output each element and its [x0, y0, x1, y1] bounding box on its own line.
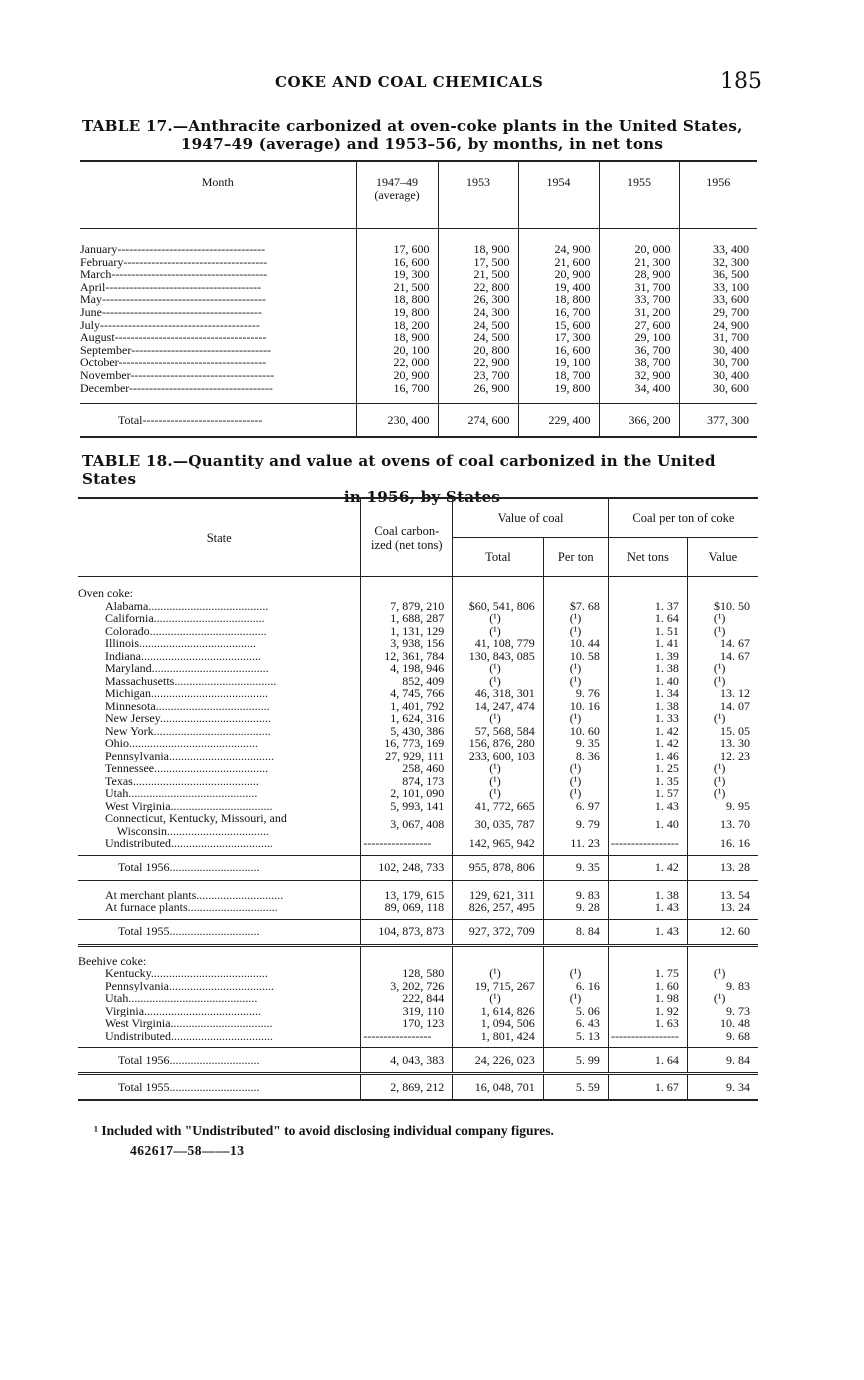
cell-value: 15. 05	[687, 725, 758, 738]
cell-net-tons: 1. 42	[608, 725, 687, 738]
beehive-state-row	[78, 1017, 758, 1030]
col-header-value-of-coal: Value of coal	[453, 498, 609, 538]
table17-month-rows	[80, 229, 757, 404]
cell-tons: 128, 580	[361, 967, 453, 980]
oven-state-row	[78, 787, 758, 800]
cell-value: 12. 23	[687, 750, 758, 763]
cell-per-ton: 6. 16	[543, 980, 608, 993]
cell-net-tons: 1. 38	[608, 700, 687, 713]
oven-state-row	[78, 637, 758, 650]
footnote: ¹ Included with "Undistributed" to avoid disclosing individual company figures.	[94, 1123, 554, 1138]
cell-net-tons: -----------------	[608, 1030, 687, 1043]
cell-tons: 1, 131, 129	[361, 625, 453, 638]
empty-cell	[608, 577, 687, 600]
col-header-value: Value	[687, 538, 758, 577]
cell-total: 41, 108, 779	[453, 637, 544, 650]
cell-total: (¹)	[453, 625, 544, 638]
empty-cell	[543, 945, 608, 967]
spacer-cell	[78, 880, 361, 889]
cell-value: (¹)	[687, 775, 758, 788]
row-label: Pennsylvania...................................	[105, 979, 274, 992]
col-header-1953: 1953	[438, 161, 518, 229]
cell-tons: 1, 624, 316	[361, 712, 453, 725]
cell-total: 41, 772, 665	[453, 800, 544, 813]
cell-value: 9. 68	[687, 1030, 758, 1043]
cell-total: 1, 801, 424	[453, 1030, 544, 1043]
oven-state-row	[78, 662, 758, 675]
cell-per-ton: 6. 97	[543, 800, 608, 813]
cell-tons: 5, 430, 386	[361, 725, 453, 738]
table17-total-value: 230, 400	[356, 404, 438, 438]
cell-per-ton: 8. 36	[543, 750, 608, 763]
cell-per-ton: (¹)	[543, 675, 608, 688]
cell-value: 13. 30	[687, 737, 758, 750]
table18	[78, 497, 758, 1101]
empty-cell	[687, 577, 758, 600]
cell-value: 9. 34	[687, 1074, 758, 1101]
cell-tons: 258, 460	[361, 762, 453, 775]
cell-net-tons: 1. 40	[608, 812, 687, 837]
cell-value: (¹)	[687, 762, 758, 775]
row-label: West Virginia..................................	[105, 1017, 273, 1030]
cell-total: 19, 715, 267	[453, 980, 544, 993]
month-column: January------------------------------------- February------------------------------------ March--------------------------------------- April--------------------------------------- May----------------------------------------- June---------------------------------------- July---------------------------------------- August-------------------------------------- September----------------------------------- October------------------------------------- November------------------------------------ December------------------------------------	[80, 242, 275, 395]
cell-total: 130, 843, 085	[453, 650, 544, 663]
furnace-plants-row	[78, 901, 758, 914]
cell-per-ton: 11. 23	[543, 837, 608, 850]
cell-total: 1, 614, 826	[453, 1005, 544, 1018]
cell-per-ton: 10. 58	[543, 650, 608, 663]
table17-total-value: 274, 600	[438, 404, 518, 438]
cell-net-tons: 1. 42	[608, 855, 687, 880]
cell-per-ton: (¹)	[543, 762, 608, 775]
empty-cell	[543, 577, 608, 600]
row-label: Indiana........................................	[105, 649, 261, 662]
row-label: Total 1956..............................	[78, 1048, 361, 1074]
cell-value: 14. 07	[687, 700, 758, 713]
table17-header-row	[80, 161, 757, 229]
cell-value: 9. 83	[687, 980, 758, 993]
cell-net-tons: 1. 41	[608, 637, 687, 650]
row-label: Connecticut, Kentucky, Missouri, and Wisconsin..................................	[105, 812, 287, 837]
cell-net-tons: 1. 63	[608, 1017, 687, 1030]
cell-net-tons: 1. 43	[608, 901, 687, 914]
oven-state-row	[78, 837, 758, 850]
cell-value: (¹)	[687, 992, 758, 1005]
cell-net-tons: 1. 38	[608, 889, 687, 902]
oven-state-row	[78, 712, 758, 725]
cell-tons: 222, 844	[361, 992, 453, 1005]
cell-tons: 16, 773, 169	[361, 737, 453, 750]
cell-per-ton: 9. 76	[543, 687, 608, 700]
cell-per-ton: (¹)	[543, 625, 608, 638]
row-label: Alabama........................................	[105, 599, 269, 612]
running-title: COKE AND COAL CHEMICALS	[275, 73, 544, 91]
cell-value: (¹)	[687, 625, 758, 638]
cell-value: (¹)	[687, 787, 758, 800]
cell-total: $60, 541, 806	[453, 600, 544, 613]
cell-value: (¹)	[687, 967, 758, 980]
cell-tons: -----------------	[361, 837, 453, 850]
beehive-coke-section	[78, 945, 758, 967]
empty-cell	[687, 945, 758, 967]
cell-value: 13. 24	[687, 901, 758, 914]
table18-header-row1	[78, 498, 758, 538]
row-label: At furnace plants..............................	[105, 901, 278, 914]
cell-value: (¹)	[687, 675, 758, 688]
cell-total: 927, 372, 709	[453, 919, 544, 945]
row-label: Massachusetts..................................	[105, 674, 277, 687]
cell-net-tons: 1. 33	[608, 712, 687, 725]
cell-tons: 13, 179, 615	[361, 889, 453, 902]
cell-net-tons: 1. 34	[608, 687, 687, 700]
cell-value: 9. 73	[687, 1005, 758, 1018]
cell-tons: 170, 123	[361, 1017, 453, 1030]
beehive-state-row	[78, 992, 758, 1005]
cell-net-tons: 1. 60	[608, 980, 687, 993]
cell-tons: 2, 101, 090	[361, 787, 453, 800]
cell-per-ton: 5. 13	[543, 1030, 608, 1043]
col-header-total: Total	[453, 538, 544, 577]
row-label: Michigan.......................................	[105, 687, 268, 700]
col-header-net-tons: Net tons	[608, 538, 687, 577]
cell-per-ton: (¹)	[543, 967, 608, 980]
cell-per-ton: 5. 06	[543, 1005, 608, 1018]
cell-net-tons: 1. 40	[608, 675, 687, 688]
cell-total: (¹)	[453, 762, 544, 775]
cell-per-ton: (¹)	[543, 787, 608, 800]
oven-coke-section-label: Oven coke:	[78, 586, 133, 600]
cell-net-tons: 1. 39	[608, 650, 687, 663]
cell-value: 10. 48	[687, 1017, 758, 1030]
cell-net-tons: 1. 98	[608, 992, 687, 1005]
table17-caption-line2: 1947–49 (average) and 1953–56, by months, in net tons	[180, 135, 664, 153]
cell-net-tons: 1. 43	[608, 919, 687, 945]
table17-body	[80, 229, 757, 404]
cell-tons: 3, 202, 726	[361, 980, 453, 993]
cell-tons: 89, 069, 118	[361, 901, 453, 914]
oven-state-row	[78, 612, 758, 625]
row-label: Total 1956..............................	[78, 855, 361, 880]
row-label: New York.......................................	[105, 724, 271, 737]
cell-total: (¹)	[453, 992, 544, 1005]
cell-tons: 3, 938, 156	[361, 637, 453, 650]
value-column: 17, 600 16, 600 19, 300 21, 500 18, 800 19, 800 18, 200 18, 900 20, 100 22, 000 20, 900 16, 700	[356, 229, 438, 404]
cell-total: 129, 621, 311	[453, 889, 544, 902]
beehive-coke-section-label: Beehive coke:	[78, 953, 147, 968]
cell-total: 142, 965, 942	[453, 837, 544, 850]
col-header-coal-carbonized: Coal carbon- ized (net tons)	[361, 498, 453, 577]
cell-value: 13. 12	[687, 687, 758, 700]
cell-total: (¹)	[453, 967, 544, 980]
row-label: Pennsylvania...................................	[105, 749, 274, 762]
row-label: Total 1955..............................	[78, 1074, 361, 1101]
cell-tons: 1, 401, 792	[361, 700, 453, 713]
table17-total-value: 229, 400	[518, 404, 599, 438]
cell-per-ton: 10. 60	[543, 725, 608, 738]
row-label: Utah...........................................	[105, 992, 258, 1005]
empty-cell	[361, 945, 453, 967]
cell-value: (¹)	[687, 712, 758, 725]
cell-net-tons: 1. 57	[608, 787, 687, 800]
cell-total: 57, 568, 584	[453, 725, 544, 738]
cell-net-tons: 1. 43	[608, 800, 687, 813]
row-label: Total 1955..............................	[78, 919, 361, 945]
oven-state-row	[78, 762, 758, 775]
oven-total-1955-row	[78, 919, 758, 945]
cell-tons: 4, 198, 946	[361, 662, 453, 675]
cell-total: 24, 226, 023	[453, 1048, 544, 1074]
cell-tons: 104, 873, 873	[361, 919, 453, 945]
cell-total: (¹)	[453, 675, 544, 688]
cell-per-ton: 6. 43	[543, 1017, 608, 1030]
cell-net-tons: 1. 25	[608, 762, 687, 775]
table17-total-label: Total------------------------------	[80, 404, 356, 438]
cell-net-tons: 1. 35	[608, 775, 687, 788]
col-header-per-ton: Per ton	[543, 538, 608, 577]
col-header-state: State	[78, 498, 361, 577]
cell-total: (¹)	[453, 712, 544, 725]
value-column: 20, 000 21, 300 28, 900 31, 700 33, 700 31, 200 27, 600 29, 100 36, 700 38, 700 32, 900 34, 400	[599, 229, 679, 404]
row-label: Illinois.......................................	[105, 637, 257, 650]
table17-caption-line1: TABLE 17.—Anthracite carbonized at oven-coke plants in the United States,	[82, 117, 743, 135]
cell-tons: 12, 361, 784	[361, 650, 453, 663]
cell-value: 13. 54	[687, 889, 758, 902]
empty-cell	[361, 577, 453, 600]
beehive-state-row	[78, 1030, 758, 1043]
cell-value: 9. 84	[687, 1048, 758, 1074]
cell-value: 9. 95	[687, 800, 758, 813]
cell-total: 46, 318, 301	[453, 687, 544, 700]
cell-per-ton: (¹)	[543, 775, 608, 788]
beehive-state-row	[78, 967, 758, 980]
cell-tons: 4, 745, 766	[361, 687, 453, 700]
cell-value: 14. 67	[687, 637, 758, 650]
cell-per-ton: (¹)	[543, 712, 608, 725]
cell-tons: 1, 688, 287	[361, 612, 453, 625]
cell-tons: 5, 993, 141	[361, 800, 453, 813]
row-label: Minnesota......................................	[105, 699, 270, 712]
cell-total: (¹)	[453, 612, 544, 625]
col-header-coal-per-ton-coke: Coal per ton of coke	[608, 498, 758, 538]
value-column: 18, 900 17, 500 21, 500 22, 800 26, 300 24, 300 24, 500 24, 500 20, 800 22, 900 23, 700 26, 900	[438, 229, 518, 404]
table17-caption	[82, 117, 762, 153]
cell-net-tons: 1. 92	[608, 1005, 687, 1018]
cell-tons: 3, 067, 408	[361, 812, 453, 837]
cell-tons: 852, 409	[361, 675, 453, 688]
cell-per-ton: 5. 59	[543, 1074, 608, 1101]
row-label: West Virginia..................................	[105, 799, 273, 812]
cell-per-ton: 9. 28	[543, 901, 608, 914]
oven-state-row	[78, 737, 758, 750]
cell-net-tons: 1. 37	[608, 600, 687, 613]
row-label: Colorado.......................................	[105, 624, 267, 637]
cell-total: 30, 035, 787	[453, 812, 544, 837]
table17	[80, 160, 757, 438]
col-header-month: Month	[80, 161, 356, 229]
col-header-1947-49: 1947–49 (average)	[356, 161, 438, 229]
cell-total: 156, 876, 280	[453, 737, 544, 750]
cell-tons: 102, 248, 733	[361, 855, 453, 880]
row-label: California.....................................	[105, 612, 265, 625]
oven-coke-section	[78, 577, 758, 600]
cell-per-ton: 9. 35	[543, 855, 608, 880]
cell-total: (¹)	[453, 787, 544, 800]
cell-per-ton: 9. 35	[543, 737, 608, 750]
cell-per-ton: 9. 83	[543, 889, 608, 902]
beehive-total-1956-row	[78, 1048, 758, 1074]
running-head	[0, 70, 864, 100]
cell-value: 12. 60	[687, 919, 758, 945]
cell-net-tons: 1. 64	[608, 612, 687, 625]
oven-state-row	[78, 812, 758, 837]
value-column: 24, 900 21, 600 20, 900 19, 400 18, 800 16, 700 15, 600 17, 300 16, 600 19, 100 18, 700 19, 800	[518, 229, 599, 404]
col-header-1954: 1954	[518, 161, 599, 229]
empty-cell	[608, 945, 687, 967]
cell-tons: 874, 173	[361, 775, 453, 788]
empty-cell	[453, 577, 544, 600]
cell-total: 14, 247, 474	[453, 700, 544, 713]
table18-caption-line2: in 1956, by States	[343, 488, 501, 506]
beehive-total-1955-row	[78, 1074, 758, 1101]
empty-cell	[453, 945, 544, 967]
row-label: Maryland.......................................	[105, 662, 269, 675]
cell-net-tons: 1. 38	[608, 662, 687, 675]
cell-per-ton: $7. 68	[543, 600, 608, 613]
cell-per-ton: 10. 44	[543, 637, 608, 650]
cell-tons: 27, 929, 111	[361, 750, 453, 763]
cell-net-tons: 1. 51	[608, 625, 687, 638]
row-label: New Jersey.....................................	[105, 712, 271, 725]
row-label: At merchant plants.............................	[105, 888, 284, 901]
table18-caption-line1: TABLE 18.—Quantity and value at ovens of coal carbonized in the United States	[82, 452, 716, 488]
cell-tons: 2, 869, 212	[361, 1074, 453, 1101]
col-header-1956: 1956	[679, 161, 757, 229]
row-label: Undistributed..................................	[105, 1029, 273, 1042]
oven-state-row	[78, 800, 758, 813]
cell-net-tons: -----------------	[608, 837, 687, 850]
table17-total-value: 366, 200	[599, 404, 679, 438]
col-header-1955: 1955	[599, 161, 679, 229]
table18-body	[78, 577, 758, 1101]
cell-tons: -----------------	[361, 1030, 453, 1043]
cell-total: 1, 094, 506	[453, 1017, 544, 1030]
row-label: Virginia.......................................	[105, 1004, 262, 1017]
cell-net-tons: 1. 64	[608, 1048, 687, 1074]
row-label: Texas..........................................	[105, 774, 259, 787]
cell-value: 14. 67	[687, 650, 758, 663]
row-label: Tennessee......................................	[105, 762, 269, 775]
row-label: Kentucky.......................................	[105, 967, 268, 980]
oven-total-1956-row	[78, 855, 758, 880]
table17-total-row	[80, 404, 757, 438]
value-column: 33, 400 32, 300 36, 500 33, 100 33, 600 29, 700 24, 900 31, 700 30, 400 30, 700 30, 400 30, 600	[679, 229, 757, 404]
cell-per-ton: (¹)	[543, 662, 608, 675]
cell-total: (¹)	[453, 775, 544, 788]
cell-tons: 7, 879, 210	[361, 600, 453, 613]
cell-net-tons: 1. 67	[608, 1074, 687, 1101]
cell-per-ton: (¹)	[543, 612, 608, 625]
cell-total: (¹)	[453, 662, 544, 675]
cell-value: 13. 28	[687, 855, 758, 880]
cell-value: 16. 16	[687, 837, 758, 850]
cell-value: 13. 70	[687, 812, 758, 837]
row-label: Utah...........................................	[105, 787, 258, 800]
cell-total: 16, 048, 701	[453, 1074, 544, 1101]
table17-total-value: 377, 300	[679, 404, 757, 438]
cell-value: $10. 50	[687, 600, 758, 613]
cell-net-tons: 1. 46	[608, 750, 687, 763]
print-code: 462617—58——13	[130, 1143, 245, 1158]
cell-total: 826, 257, 495	[453, 901, 544, 914]
cell-per-ton: 10. 16	[543, 700, 608, 713]
cell-value: (¹)	[687, 612, 758, 625]
cell-value: (¹)	[687, 662, 758, 675]
page-number: 185	[720, 69, 762, 94]
cell-per-ton: 9. 79	[543, 812, 608, 837]
cell-per-ton: (¹)	[543, 992, 608, 1005]
row-label: Ohio...........................................	[105, 737, 258, 750]
cell-tons: 319, 110	[361, 1005, 453, 1018]
cell-tons: 4, 043, 383	[361, 1048, 453, 1074]
oven-state-row	[78, 687, 758, 700]
cell-total: 955, 878, 806	[453, 855, 544, 880]
cell-total: 233, 600, 103	[453, 750, 544, 763]
cell-per-ton: 8. 84	[543, 919, 608, 945]
cell-net-tons: 1. 75	[608, 967, 687, 980]
row-label: Undistributed..................................	[105, 837, 273, 850]
cell-net-tons: 1. 42	[608, 737, 687, 750]
cell-per-ton: 5. 99	[543, 1048, 608, 1074]
